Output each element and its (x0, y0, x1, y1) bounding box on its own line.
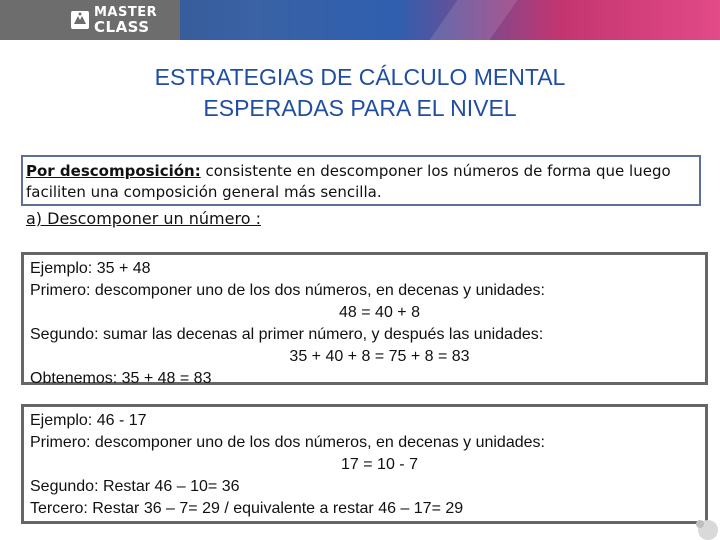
example1-line: 35 + 40 + 8 = 75 + 8 = 83 (289, 348, 470, 365)
masterclass-logo-icon (70, 10, 90, 30)
example2-line: Segundo: Restar 46 – 10= 36 (30, 478, 240, 495)
title-line2: ESPERADAS PARA EL NIVEL (203, 95, 517, 121)
example2-line: Primero: descomponer uno de los dos números, en decenas y unidades: (30, 434, 545, 451)
corner-decoration-icon (680, 500, 720, 540)
example1-line: Primero: descomponer uno de los dos números, en decenas y unidades: (30, 282, 545, 299)
brand-line2: CLASS (94, 18, 150, 36)
example2-line: 17 = 10 - 7 (341, 456, 418, 473)
title-line1: ESTRATEGIAS DE CÁLCULO MENTAL (154, 64, 566, 90)
example1-line: Segundo: sumar las decenas al primer número, y después las unidades: (30, 326, 544, 343)
example2-line: Tercero: Restar 36 – 7= 29 / equivalente a restar 46 – 17= 29 (30, 500, 464, 517)
example1-line: 48 = 40 + 8 (339, 304, 420, 321)
header-band-stripe (408, 0, 531, 40)
example1-line: Obtenemos: 35 + 48 = 83 (30, 370, 212, 387)
brand-logo (70, 4, 157, 36)
example1-line: Ejemplo: 35 + 48 (30, 260, 151, 277)
brand-line1: MASTER (94, 5, 158, 20)
definition-text-line2: faciliten una composición general más sencilla. (26, 183, 382, 201)
example-box-1 (21, 252, 708, 385)
example-box-2 (21, 404, 708, 524)
example2-line: Ejemplo: 46 - 17 (30, 412, 147, 429)
page-title (150, 62, 570, 124)
definition-lead: Por descomposición: (26, 162, 201, 180)
definition-text-line1: consistente en descomponer los números de forma que luego (200, 162, 671, 180)
definition-box (21, 155, 701, 206)
subheading: a) Descomponer un número : (26, 209, 261, 228)
header-banner (0, 0, 720, 40)
